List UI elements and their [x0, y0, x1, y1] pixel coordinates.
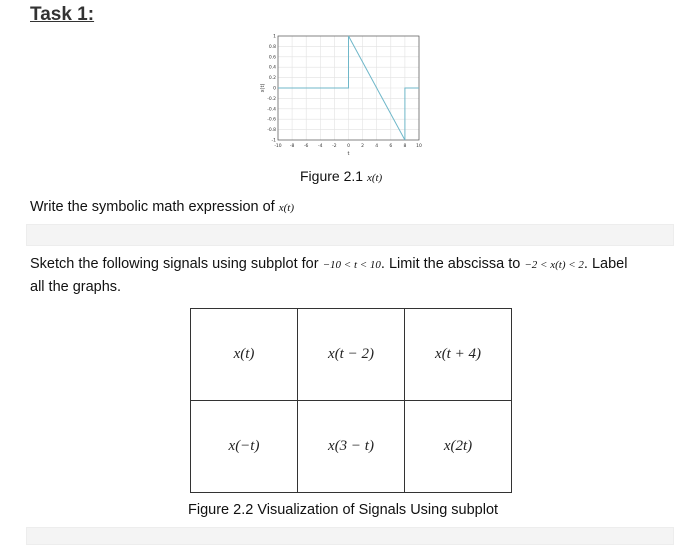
- question-1-text: Write the symbolic math expression of: [30, 199, 275, 215]
- question-2-line2: all the graphs.: [30, 279, 122, 295]
- task-heading: Task 1:: [30, 4, 95, 25]
- figure-2-1-label: Figure 2.1: [300, 168, 364, 184]
- figure-2-1-math: x(t): [366, 172, 383, 184]
- x-tick-label: 10: [416, 144, 422, 149]
- figure-2-1-plot: [258, 30, 430, 158]
- figure-2-2-caption: Figure 2.2 Visualization of Signals Using subplot: [188, 502, 499, 518]
- table-cell: x(t): [191, 309, 298, 401]
- table-row: [191, 401, 512, 493]
- question-2-math2: −2 < x(t) < 2: [524, 259, 584, 271]
- table-cell: x(t − 2): [298, 309, 405, 401]
- signal-chart: [258, 30, 430, 158]
- x-tick-label: 6: [389, 144, 393, 149]
- y-tick-label: 0.8: [268, 44, 276, 50]
- question-2: [30, 253, 680, 298]
- table-cell: x(t + 4): [405, 309, 512, 401]
- y-tick-label: -0.4: [267, 107, 276, 113]
- y-tick-label: -0.6: [267, 117, 276, 123]
- question-2-part1: Sketch the following signals using subplot for: [30, 256, 319, 272]
- x-tick-label: -10: [274, 144, 282, 149]
- answer-box-1[interactable]: [26, 224, 674, 246]
- y-tick-label: 0.4: [268, 65, 276, 71]
- x-tick-label: 0: [347, 144, 350, 149]
- y-axis-label: x(t): [260, 83, 266, 93]
- table-row: [191, 309, 512, 401]
- y-tick-label: 1: [273, 34, 276, 40]
- y-tick-label: -0.2: [267, 96, 276, 102]
- x-tick-label: 8: [403, 144, 407, 149]
- x-axis-label: t: [347, 151, 350, 157]
- question-2-part2: . Limit the abscissa to: [380, 256, 521, 272]
- y-tick-label: -1: [271, 138, 276, 144]
- y-tick-label: -0.8: [267, 128, 276, 134]
- question-1-math: x(t): [278, 202, 295, 214]
- question-2-math1: −10 < t < 10: [322, 259, 381, 271]
- x-tick-label: -4: [318, 144, 323, 149]
- figure-2-1-caption: [300, 168, 382, 184]
- y-tick-label: 0.6: [268, 55, 276, 61]
- question-1: [30, 196, 294, 219]
- answer-box-2[interactable]: [26, 527, 674, 545]
- table-cell: x(2t): [405, 401, 512, 493]
- x-tick-label: 4: [375, 144, 379, 149]
- table-cell: x(3 − t): [298, 401, 405, 493]
- table-cell: x(−t): [191, 401, 298, 493]
- x-tick-label: 2: [361, 144, 365, 149]
- y-tick-label: 0: [273, 86, 276, 92]
- x-tick-label: -6: [303, 144, 309, 149]
- x-tick-label: -8: [289, 144, 295, 149]
- signal-table: [190, 308, 512, 493]
- question-2-part3: . Label: [583, 256, 628, 272]
- y-tick-label: 0.2: [268, 76, 276, 82]
- x-tick-label: -2: [332, 144, 337, 149]
